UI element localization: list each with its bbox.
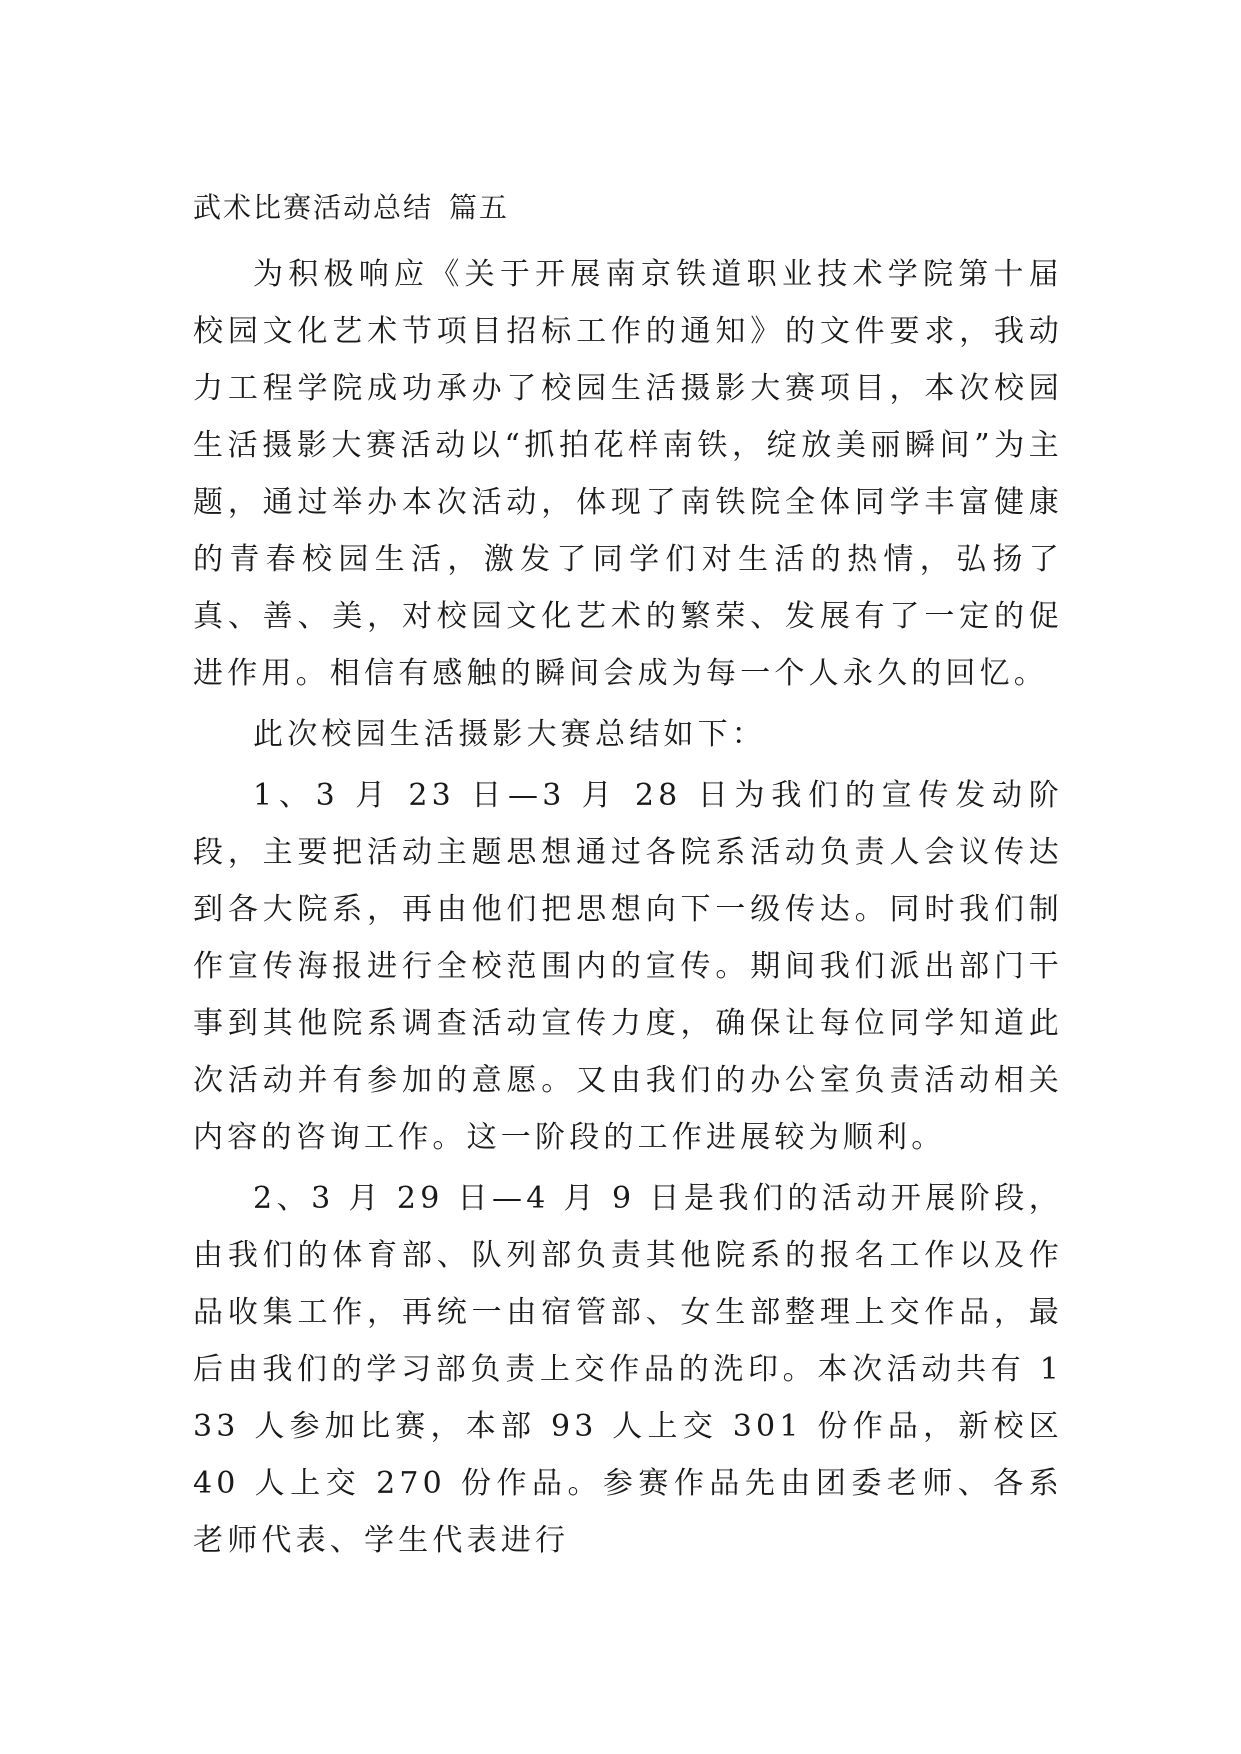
title-suffix: 篇五: [449, 191, 510, 224]
paragraph-intro: 为积极响应《关于开展南京铁道职业技术学院第十届校园文化艺术节项目招标工作的通知》的文件要求，我动力工程学院成功承办了校园生活摄影大赛项目，本次校园生活摄影大赛活动以“抓拍花样南铁，绽放美丽瞬间”为主题，通过举办本次活动，体现了南铁院全体同学丰富健康的青春校园生活，激发了同学们对生活的热情，弘扬了真、善、美，对校园文化艺术的繁荣、发展有了一定的促进作用。相信有感触的瞬间会成为每一个人永久的回忆。: [193, 257, 1063, 691]
title-text: 武术比赛活动总结: [193, 191, 434, 224]
paragraph-stage-1: 1、3 月 23 日—3 月 28 日为我们的宣传发动阶段，主要把活动主题思想通过各院系活动负责人会议传达到各大院系，再由他们把思想向下一级传达。同时我们制作宣传海报进行全校范围内的宣传。期间我们派出部门干事到其他院系调查活动宣传力度，确保让每位同学知道此次活动并有参加的意愿。又由我们的办公室负责活动相关内容的咨询工作。这一阶段的工作进展较为顺利。: [193, 778, 1063, 1155]
document-body: [193, 190, 1063, 1569]
paragraph-summary-heading: 此次校园生活摄影大赛总结如下：: [253, 717, 766, 752]
document-title: [193, 190, 1063, 226]
paragraph-stage-2: 2、3 月 29 日—4 月 9 日是我们的活动开展阶段，由我们的体育部、队列部负责其他院系的报名工作以及作品收集工作，再统一由宿管部、女生部整理上交作品，最后由我们的学习部负责上交作品的洗印。本次活动共有 133 人参加比赛，本部 93 人上交 301 份作品，新校区 40 人上交 270 份作品。参赛作品先由团委老师、各系老师代表、学生代表进行: [193, 1181, 1063, 1558]
